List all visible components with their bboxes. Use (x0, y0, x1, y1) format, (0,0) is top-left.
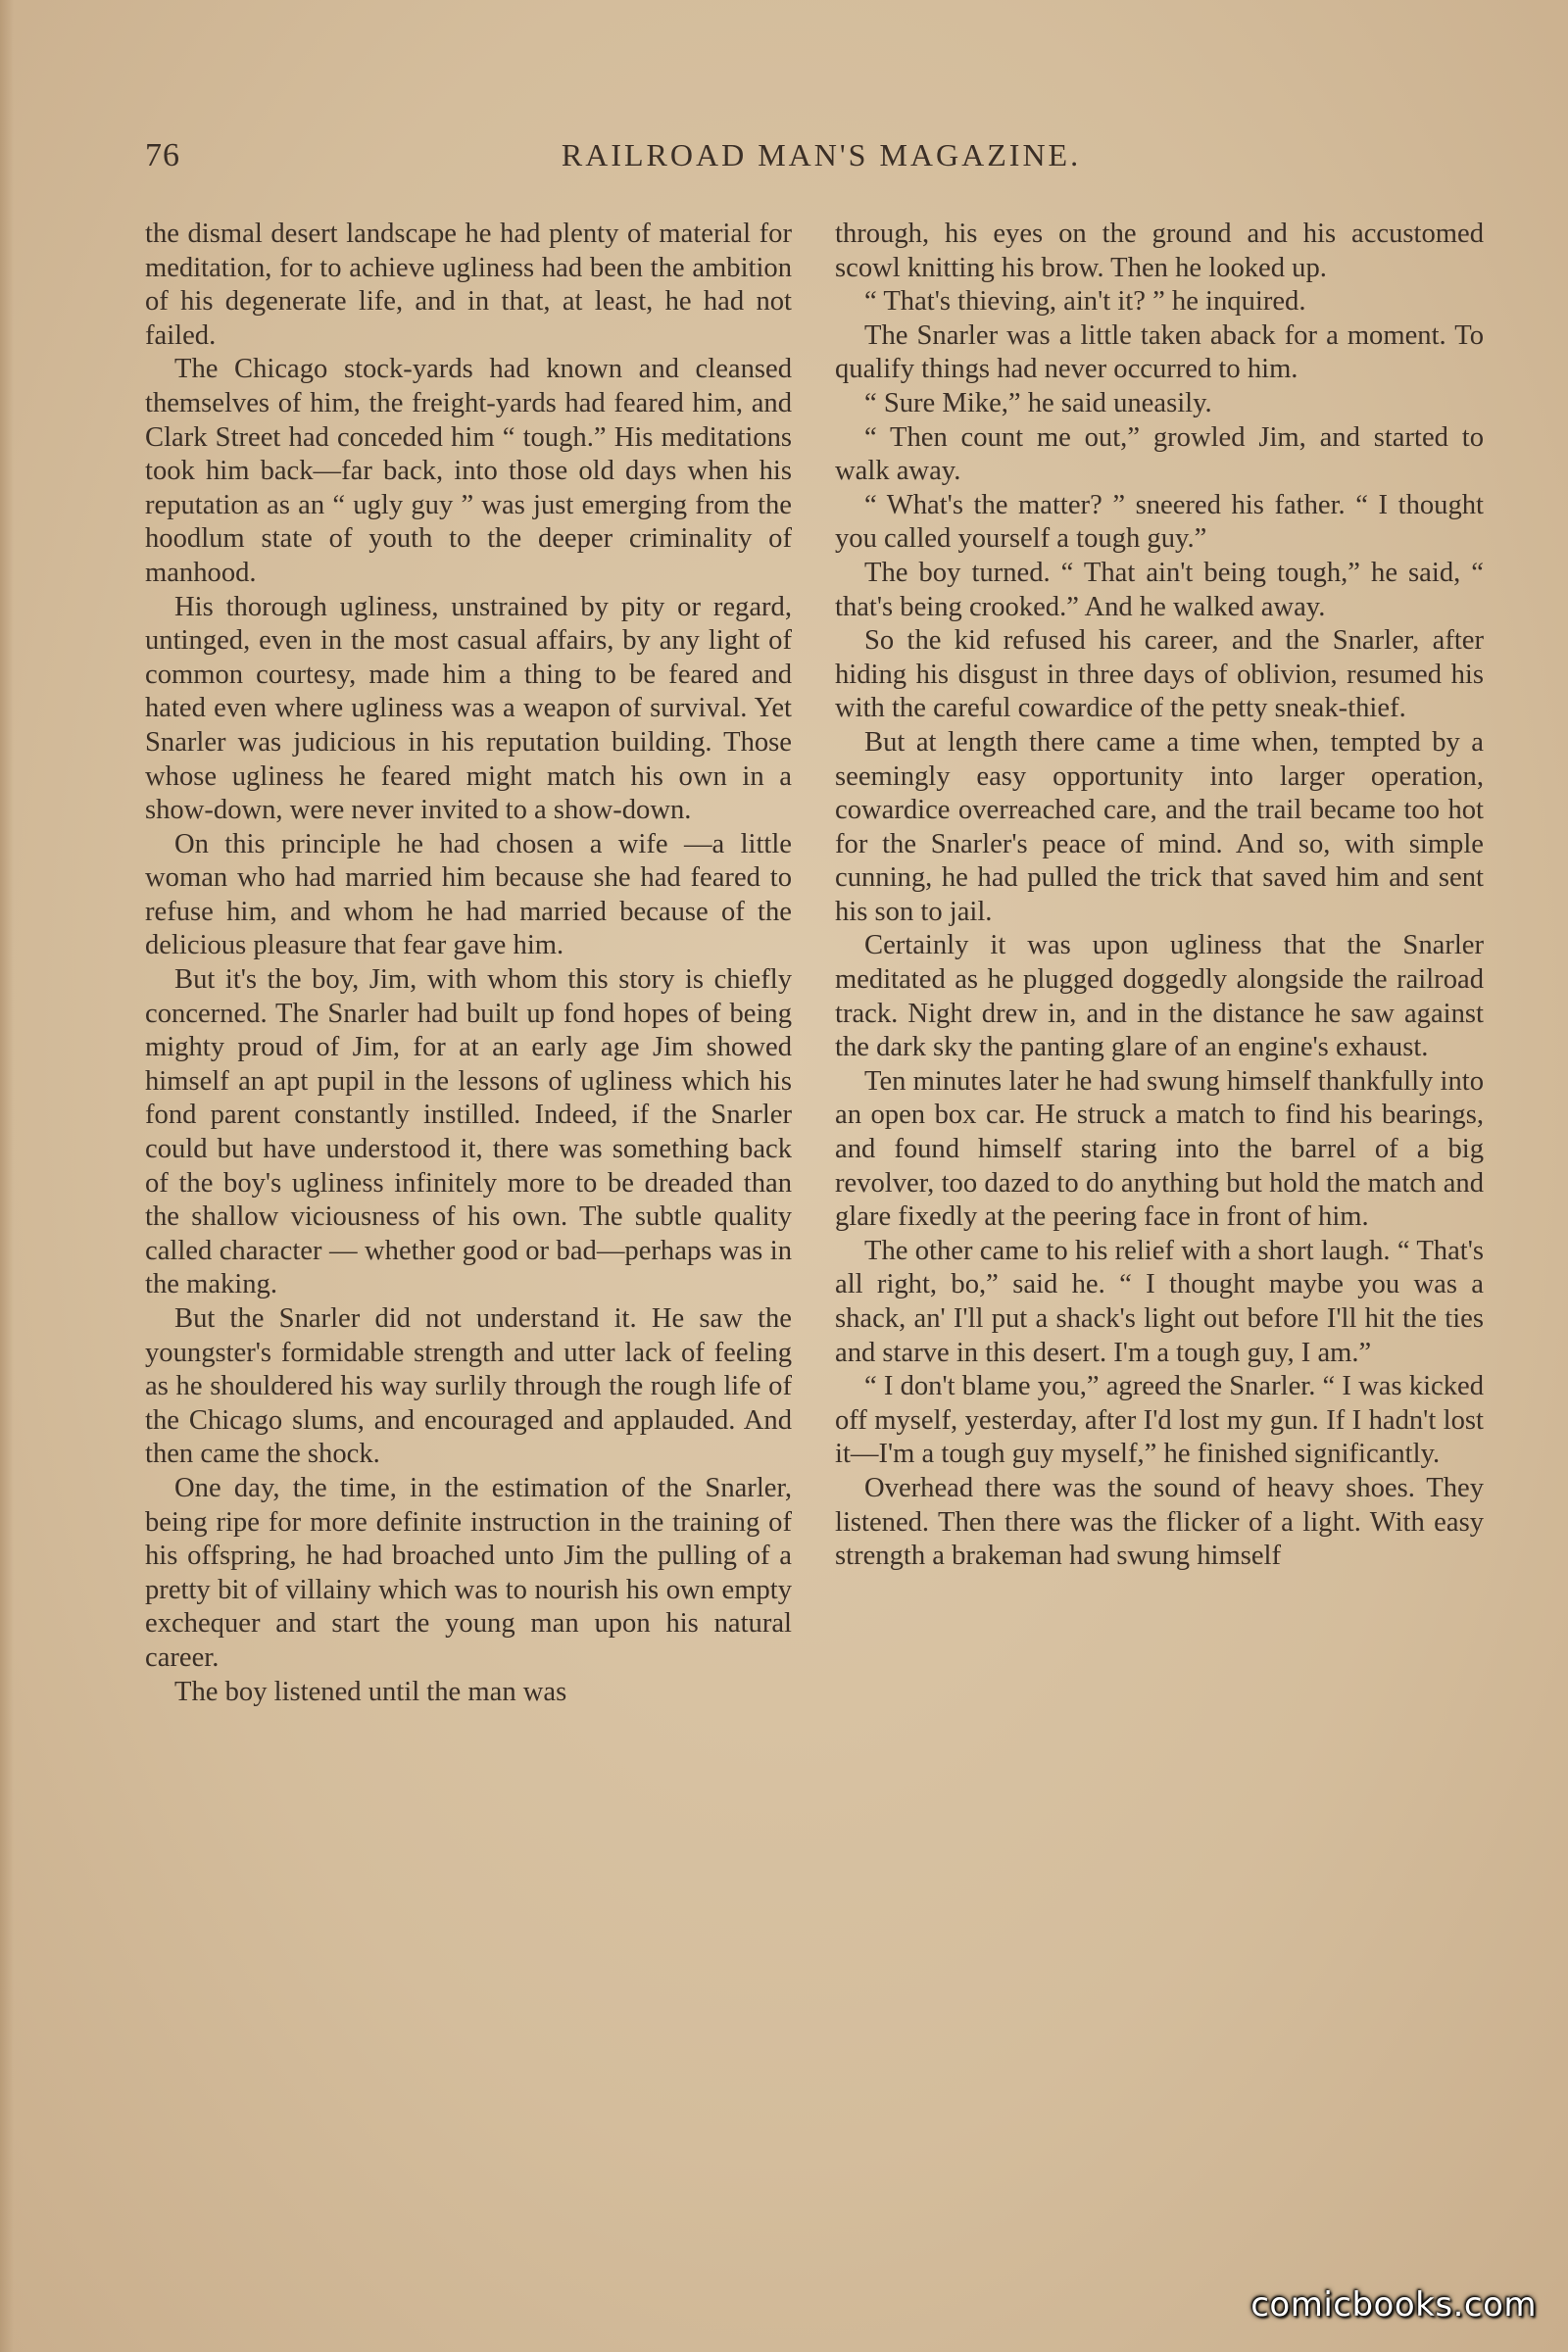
paragraph: the dismal desert landscape he had plenty of material for meditation, for to achieve ugliness had been the ambition of his degenerate life, and in that, at least, he had not failed. (145, 219, 792, 351)
paragraph: The Snarler was a little taken aback for a moment. To qualify things had never occurred to him. (835, 319, 1484, 385)
paragraph: The Chicago stock-yards had known and cleansed themselves of him, the freight-yards had feared him, and Clark Street had conceded him “ tough.” His meditations took him back—far back, into those old days when his reputation as an “ ugly guy ” was just emerging from the hoodlum state of youth to the deeper criminality of manhood. (145, 354, 792, 588)
paragraph: The other came to his relief with a short laugh. “ That's all right, bo,” said he. “ I thought maybe you was a shack, an' I'll put a shack's light out before I'll hit the ties and starve in this desert. I'm a tough guy, I am.” (835, 1235, 1484, 1368)
paragraph: But it's the boy, Jim, with whom this story is chiefly concerned. The Snarler had built up fond hopes of being mighty proud of Jim, for at an early age Jim showed himself an apt pupil in the lessons of ugliness which his fond parent constantly instilled. Indeed, if the Snarler could but have understood it, there was something back of the boy's ugliness infinitely more to be dreaded than the shallow viciousness of his own. The subtle quality called character — whether good or bad—perhaps was in the making. (145, 964, 792, 1300)
paragraph: So the kid refused his career, and the Snarler, after hiding his disgust in three days of oblivion, resumed his with the careful cowardice of the petty sneak-thief. (835, 625, 1484, 724)
paragraph: Certainly it was upon ugliness that the Snarler meditated as he plugged doggedly alongside the railroad track. Night drew in, and in the distance he saw against the dark sky the panting glare of an engine's exhaust. (835, 930, 1484, 1063)
paragraph: But at length there came a time when, tempted by a seemingly easy opportunity into larger operation, cowardice overreached care, and the trail became too hot for the Snarler's peace of mind. And so, with simple cunning, he had pulled the trick that saved him and sent his son to jail. (835, 726, 1484, 927)
paragraph: “ What's the matter? ” sneered his father. “ I thought you called yourself a tough guy.” (835, 489, 1484, 555)
paragraph: “ Then count me out,” growled Jim, and started to walk away. (835, 421, 1484, 487)
right-column (835, 218, 1484, 2197)
paragraph: On this principle he had chosen a wife —a little woman who had married him because she had feared to refuse him, and whom he had married because of the delicious pleasure that fear gave him. (145, 828, 792, 961)
watermark-logo: comicbooks.com (1250, 2285, 1537, 2325)
paragraph: “ I don't blame you,” agreed the Snarler. “ I was kicked off myself, yesterday, after I'd lost my gun. If I hadn't lost it—I'm a tough guy myself,” he finished significantly. (835, 1371, 1484, 1470)
paragraph: One day, the time, in the estimation of the Snarler, being ripe for more definite instruction in the training of his offspring, he had broached unto Jim the pulling of a pretty bit of villainy which was to nourish his own empty exchequer and start the young man upon his natural career. (145, 1472, 792, 1673)
paragraph: But the Snarler did not understand it. He saw the youngster's formidable strength and utter lack of feeling as he shouldered his way surlily through the rough life of the Chicago slums, and encouraged and applauded. And then came the shock. (145, 1303, 792, 1470)
page-edge (0, 0, 14, 2352)
paragraph: “ Sure Mike,” he said uneasily. (864, 387, 1212, 418)
left-column (145, 218, 792, 2197)
paragraph: through, his eyes on the ground and his accustomed scowl knitting his brow. Then he looked up. (835, 219, 1484, 283)
paragraph: “ That's thieving, ain't it? ” he inquired. (864, 286, 1306, 318)
paragraph: Ten minutes later he had swung himself thankfully into an open box car. He struck a match to find his bearings, and found himself staring into the barrel of a big revolver, too dazed to do anything but hold the match and glare fixedly at the peering face in front of him. (835, 1065, 1484, 1233)
paragraph: His thorough ugliness, unstrained by pity or regard, untinged, even in the most casual affairs, by any light of common courtesy, made him a thing to be feared and hated even where ugliness was a weapon of survival. Yet Snarler was judicious in his reputation building. Those whose ugliness he feared might match his own in a show-down, were never invited to a show-down. (145, 591, 792, 826)
paragraph: The boy listened until the man was (174, 1676, 567, 1707)
running-title: RAILROAD MAN'S MAGAZINE. (561, 137, 1082, 172)
paragraph: The boy turned. “ That ain't being tough,” he said, “ that's being crooked.” And he walked away. (835, 557, 1484, 622)
page-number: 76 (145, 137, 180, 173)
paragraph: Overhead there was the sound of heavy shoes. They listened. Then there was the flicker of a light. With easy strength a brakeman had swung himself (835, 1472, 1484, 1572)
page-header (145, 137, 1497, 186)
